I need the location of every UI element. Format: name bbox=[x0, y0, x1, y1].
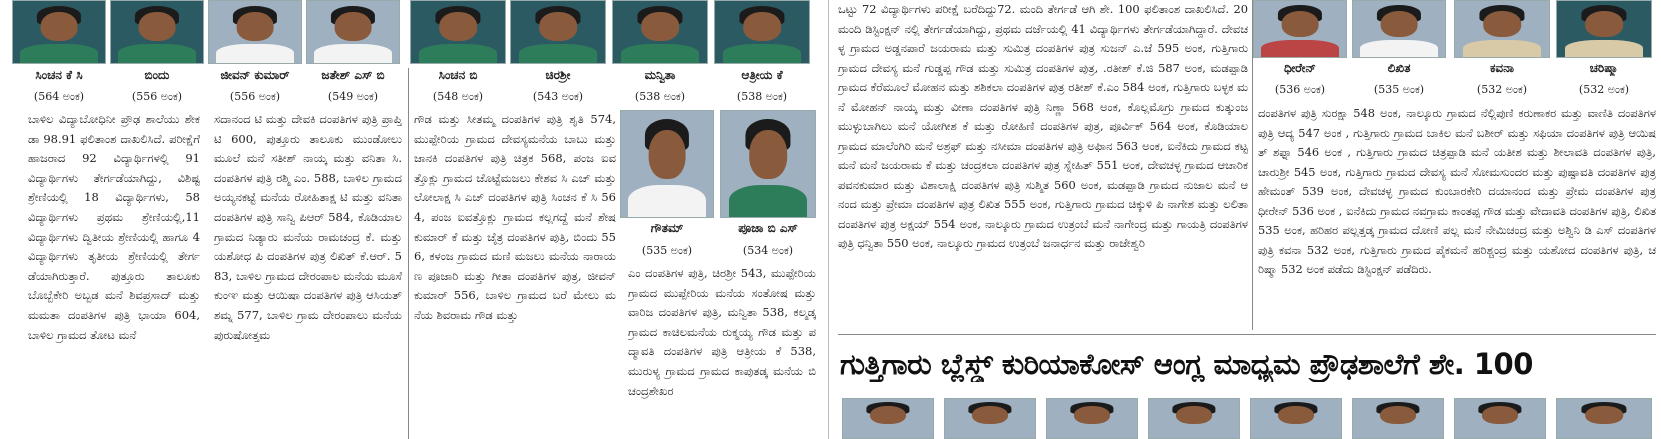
student-photo bbox=[1352, 0, 1446, 58]
student-name: ಬಿಂದು bbox=[144, 68, 170, 82]
student-marks: (549 ಅಂಕ) bbox=[327, 90, 379, 103]
student-photo bbox=[1046, 398, 1138, 439]
student-name: ಧೀರೇನ್ bbox=[1283, 61, 1317, 75]
article-column-6: ದಂಪತಿಗಳ ಪುತ್ರಿ ಸುರಕ್ಷಾ 548 ಅಂಕ, ನಾಲ್ಕೂರು ಗ್ರಾಮದ ನೆಲ್ಲಿಪುಣಿ ಕರುಣಾಕರ ಮತ್ತು ವಾಣಿತಿ ದಂಪತಿಗಳ ಪುತ್ರಿ ಆದ್ಯ 547 ಅಂಕ , ಗುತ್ತಿಗಾರು ಗ್ರಾಮದ ಬಾಕಿಲ ಮನೆ ಬಶೀರ್ ಮತ್ತು ಸಫಿಯಾ ದಂಪತಿಗಳ ಪುತ್ರಿ ಆಯಿಷತ್ ಶಫ್ನಾ 546 ಅಂಕ , ಗುತ್ತಿಗಾರು ಗ್ರಾಮದ ಚಿತ್ರಪ್ಪಾಡಿ ಮನೆ ಯತೀಶ ಮತ್ತು ಶೀಲಾವತಿ ದಂಪತಿಗಳ ಪುತ್ರಿ, ಚಾರುಶ್ರೀ 545 ಅಂಕ, ಗುತ್ತಿಗಾರು ಗ್ರಾಮದ ದೇವಸ್ಯ ಮನೆ ಸೋಮಸುಂದರ ಮತ್ತು ಪುಷ್ಪಾವತಿ ದಂಪತಿಗಳ ಪುತ್ರ ಹೇಮಂತ್ 539 ಅಂಕ, ದೇವಚಳ್ಳ ಗ್ರಾಮದ ಕುಂಬಾರಕೇರಿ ದಯಾನಂದ ಮತ್ತು ಪ್ರೇಮ ದಂಪತಿಗಳ ಪುತ್ರ ಧೀರೇನ್ 536 ಅಂಕ , ಐನೆಕಿದು ಗ್ರಾಮದ ನವಗ್ರಾಮ ಕಾಂತಪ್ಪ ಗೌಡ ಮತ್ತು ವೇದಾವತಿ ದಂಪತಿಗಳ ಪುತ್ರಿ, ಲಿಖಿತ 535 ಅಂಕ, ಹರಿಹರ ಪಲ್ಲತ್ತಡ್ಕ ಗ್ರಾಮದ ದೋಣಿ ಪಲ್ಲ ಮನೆ ನೇಮಿಚಂದ್ರ ಮತ್ತು ಅಶ್ವಿನಿ ಡಿ ಎಸ್ ದಂಪತಿಗಳ ಪುತ್ರಿ ಕವನಾ 532 ಅಂಕ, ಗುತ್ತಿಗಾರು ಗ್ರಾಮದ ಪೈಕಮನೆ ಹರಿಶ್ಚಂದ್ರ ಮತ್ತು ಯಶೋದ ದಂಪತಿಗಳ ಪುತ್ರಿ, ಚರಿಷ್ಮಾ 532 ಅಂಕ ಪಡೆದು ಡಿಸ್ಟಿಂಕ್ಷನ್ ಪಡೆದಿರು. bbox=[1258, 106, 1656, 276]
student-marks: (538 ಅಂಕ) bbox=[736, 90, 788, 103]
student-photo bbox=[1352, 398, 1444, 439]
student-photo bbox=[208, 0, 302, 64]
student-name: ಗೌತಮ್ bbox=[650, 221, 684, 235]
article-column-3: ಗೌಡ ಮತ್ತು ಸೀತಮ್ಮ ದಂಪತಿಗಳ ಪುತ್ರಿ ಶೃತಿ 574, ಮುಪ್ಪೇರಿಯ ಗ್ರಾಮದ ದೇವಸ್ಯಮನೆಯ ಬಾಬು ಮತ್ತು ಜಾನಕಿ ದಂಪತಿಗಳ ಪುತ್ರಿ ಚಿತ್ರಕ 568, ಪಂಜ ಐವತ್ತೊಕ್ಲು ಗ್ರಾಮದ ಚೊಟ್ಟೆಮಜಲು ಕೇಶವ ಸಿ ಎಚ್ ಮತ್ತು ಲೋಲಾಕ್ಷ ಸಿ ಎಚ್ ದಂಪತಿಗಳ ಪುತ್ರಿ ಸಿಂಚನ ಕೆ ಸಿ 564, ಪಂಜ ಐವತ್ತೊಕ್ಲು ಗ್ರಾಮದ ಕಲ್ಲಗದ್ದೆ ಮನೆ ಶೇಷಕುಮಾರ್ ಕೆ ಮತ್ತು ಚೈತ್ರ ದಂಪತಿಗಳ ಪುತ್ರಿ, ಬಿಂದು 556, ಕಳಂಜ ಗ್ರಾಮದ ಮಣಿ ಮಜಲು ಮನೆಯ ನಾರಾಯಣ ಪೂಜಾರಿ ಮತ್ತು ಗೀತಾ ದಂಪತಿಗಳ ಪುತ್ರ, ಜೀವನ್ ಕುಮಾರ್ 556, ಬಾಳಿಲ ಗ್ರಾಮದ ಬರೆ ಮೇಲು ಮನೆಯ ಶಿವರಾಮ ಗೌಡ ಮತ್ತು bbox=[414, 112, 616, 322]
student-name: ಪೂಜಾ ಬಿ ಎಸ್ bbox=[738, 221, 798, 235]
student-photo bbox=[1454, 398, 1546, 439]
student-name: ಚಿರಶ್ರೀ bbox=[545, 68, 571, 82]
student-photo bbox=[620, 110, 714, 218]
article-column-1: ಬಾಳಿಲ ವಿದ್ಯಾಬೋಧಿನೀ ಪ್ರೌಢ ಶಾಲೆಯು ಶೇಕಡಾ 98.91 ಫಲಿತಾಂಶ ದಾಖಲಿಸಿದೆ. ಪರೀಕ್ಷೆಗೆ ಹಾಜರಾದ 92 ವಿದ್ಯಾರ್ಥಿಗಳಲ್ಲಿ 91ವಿದ್ಯಾರ್ಥಿಗಳು ತೇರ್ಗಡೆಯಾಗಿದ್ದು, ವಿಶಿಷ್ಟ ಶ್ರೇಣಿಯಲ್ಲಿ 18 ವಿದ್ಯಾರ್ಥಿಗಳು, 58 ವಿದ್ಯಾರ್ಥಿಗಳು ಪ್ರಥಮ ಶ್ರೇಣಿಯಲ್ಲಿ,11 ವಿದ್ಯಾರ್ಥಿಗಳು ದ್ವಿತೀಯ ಶ್ರೇಣಿಯಲ್ಲಿ ಹಾಗೂ 4 ವಿದ್ಯಾರ್ಥಿಗಳು ತೃತೀಯ ಶ್ರೇಣಿಯಲ್ಲಿ ತೇರ್ಗಡೆಯಾಗಿರುತ್ತಾರೆ. ಪುತ್ತೂರು ತಾಲೂಕು ಬೊಬ್ಬೆಕೇರಿ ಅಬ್ಬಡ ಮನೆ ಶಿವಪ್ರಸಾದ್ ಮತ್ತು ಮಮತಾ ದಂಪತಿಗಳ ಪುತ್ರಿ ಭಾಯಾ 604, ಬಾಳಿಲ ಗ್ರಾಮದ ತೋಟ ಮನೆ bbox=[28, 112, 200, 342]
student-photo bbox=[1454, 0, 1550, 58]
student-photo bbox=[842, 398, 934, 439]
student-name: ಜತೇಶ್ ಎಸ್ ಬಿ bbox=[321, 68, 385, 82]
student-photo bbox=[1148, 398, 1240, 439]
student-photo bbox=[612, 0, 708, 64]
student-photo bbox=[720, 110, 816, 218]
student-name: ಸಿಂಚನ ಕೆ ಸಿ bbox=[35, 68, 83, 82]
student-marks: (535 ಅಂಕ) bbox=[1373, 83, 1425, 96]
article-column-4: ಎಂ ದಂಪತಿಗಳ ಪುತ್ರಿ, ಚಿರಶ್ರೀ 543, ಮುಪ್ಪೇರಿಯ ಗ್ರಾಮದ ಮುಪ್ಪೇರಿಯ ಮನೆಯ ಸಂತೋಷ ಮತ್ತು ವಾರಿಜ ದಂಪತಿಗಳ ಪುತ್ರಿ, ಮನ್ವಿತಾ 538, ಕಲ್ಮಡ್ಕ ಗ್ರಾಮದ ಕಾಚಿಲಮನೆಯ ರುಕ್ಮಯ್ಯ ಗೌಡ ಮತ್ತು ಪದ್ಮಾವತಿ ದಂಪತಿಗಳ ಪುತ್ರಿ ಆತ್ರೀಯ ಕೆ 538, ಮುರುಳ್ಯ ಗ್ರಾಮದ ಗ್ರಾಮದ ಕಾಪುತಡ್ಕ ಮನೆಯ ಬಿ ಚಂದ್ರಶೇಖರ bbox=[628, 266, 816, 398]
student-photo bbox=[110, 0, 204, 64]
student-photo bbox=[510, 0, 606, 64]
student-marks: (556 ಅಂಕ) bbox=[229, 90, 281, 103]
section-divider bbox=[838, 334, 1656, 335]
student-name: ಲಿಖಿತ bbox=[1387, 61, 1411, 75]
student-marks: (548 ಅಂಕ) bbox=[432, 90, 484, 103]
student-name: ಚರಿಷ್ಮಾ bbox=[1589, 61, 1619, 75]
student-marks: (556 ಅಂಕ) bbox=[131, 90, 183, 103]
student-photo bbox=[1253, 0, 1347, 58]
student-marks: (535 ಅಂಕ) bbox=[641, 244, 693, 257]
student-marks: (532 ಅಂಕ) bbox=[1476, 83, 1528, 96]
column-divider bbox=[408, 68, 409, 439]
student-photo bbox=[1556, 0, 1652, 58]
student-name: ಸಿಂಚನ ಬಿ bbox=[438, 68, 478, 82]
student-name: ಕವನಾ bbox=[1489, 61, 1514, 75]
student-marks: (536 ಅಂಕ) bbox=[1274, 83, 1326, 96]
student-photo bbox=[944, 398, 1036, 439]
student-marks: (543 ಅಂಕ) bbox=[532, 90, 584, 103]
student-marks: (564 ಅಂಕ) bbox=[33, 90, 85, 103]
student-photo bbox=[1556, 398, 1652, 439]
student-marks: (538 ಅಂಕ) bbox=[634, 90, 686, 103]
page-divider bbox=[828, 0, 829, 439]
student-marks: (532 ಅಂಕ) bbox=[1578, 83, 1630, 96]
student-photo bbox=[1250, 398, 1342, 439]
headline: ಗುತ್ತಿಗಾರು ಬ್ಲೆಸ್ಡ್ ಕುರಿಯಾಕೋಸ್ ಆಂಗ್ಲ ಮಾಧ್ಯಮ ಪ್ರೌಢಶಾಲೆಗೆ ಶೇ. 100 bbox=[840, 347, 1533, 381]
student-photo bbox=[410, 0, 506, 64]
student-photo bbox=[714, 0, 810, 64]
student-name: ಜೀವನ್ ಕುಮಾರ್ bbox=[220, 68, 290, 82]
student-photo bbox=[12, 0, 106, 64]
student-name: ಮನ್ವಿತಾ bbox=[644, 68, 676, 82]
student-name: ಆತ್ರೀಯ ಕೆ bbox=[741, 68, 783, 82]
student-photo bbox=[306, 0, 400, 64]
article-column-5: ಒಟ್ಟು 72 ವಿದ್ಯಾರ್ಥಿಗಳು ಪರೀಕ್ಷೆ ಬರೆದಿದ್ದು72. ಮಂದಿ ತೇರ್ಗಡೆ ಆಗಿ ಶೇ. 100 ಫಲಿತಾಂಶ ದಾಖಲಿಸಿದೆ. 20 ಮಂದಿ ಡಿಸ್ಟಿಂಕ್ಷನ್ ನಲ್ಲಿ ತೇರ್ಗಡೆಯಾಗಿದ್ದು, ಪ್ರಥಮ ದರ್ಜೆಯಲ್ಲಿ 41 ವಿದ್ಯಾರ್ಥಿಗಳು ತೇರ್ಗಡೆಯಾಗಿದ್ದಾರೆ. ದೇವಚಳ್ಳ ಗ್ರಾಮದ ಅಡ್ಡನಪಾರೆ ಜಯರಾಮ ಮತ್ತು ಸುಮಿತ್ರ ದಂಪತಿಗಳ ಪುತ್ರ ಸುಜನ್ ಎ.ಜೆ 595 ಅಂಕ, ಗುತ್ತಿಗಾರು ಗ್ರಾಮದ ದೇವಸ್ಯ ಮನೆ ಗುಡ್ಡಪ್ಪ ಗೌಡ ಮತ್ತು ಸುಮಿತ್ರ ದಂಪತಿಗಳ ಪುತ್ರ, .ರತೀಶ್ ಕೆ.ಜಿ 587 ಅಂಕ, ಮಡಪ್ಪಾಡಿ ಗ್ರಾಮದ ಕೆರೆಮೂಲೆ ಮೋಹನ ಮತ್ತು ಶಶಿಕಲಾ ದಂಪತಿಗಳ ಪುತ್ರ ರತೀಶ್ ಕೆ.ಎಂ 584 ಅಂಕ, ಗುತ್ತಿಗಾರು ಬಳ್ಳಕ ಮನೆ ಮೋಹನ್ ನಾಯ್ಕ ಮತ್ತು ವೀಣಾ ದಂಪತಿಗಳ ಪುತ್ರಿ ನಿಣ್ಣಾ 568 ಅಂಕ, ಕೊಲ್ಲಮೊಗ್ರು ಗ್ರಾಮದ ಕುತ್ಕುಂಜ ಮುಳ್ಳುಬಾಗಿಲು ಮನೆ ಯೋಗೀಶ ಕೆ ಮತ್ತು ರೋಹಿಣಿ ದಂಪತಿಗಳ ಪುತ್ರ, ಪೂರ್ವಿಕ್ 564 ಅಂಕ, ಕೊಡಿಯಾಲ ಗ್ರಾಮದ ಮಾಲೆಂಗಿರಿ ಮನೆ ಅಶ್ರಫ್ ಮತ್ತು ನಸೀಮಾ ದಂಪತಿಗಳ ಪುತ್ರಿ ಅಫಿಾನ 563 ಅಂಕ, ಐನೆಕಿದು ಗ್ರಾಮದ ಕಟ್ಟಮನೆ ಮನೆ ಜಯರಾಮ ಕೆ ಮತ್ತು ಚಂದ್ರಕಲಾ ದಂಪತಿಗಳ ಪುತ್ರ ಸ್ನೇಹಿತ್ 551 ಅಂಕ, ದೇವಚಳ್ಳ ಗ್ರಾಮದ ಆಚಾರಿಕ ಪವನಕುಮಾರ ಮತ್ತು ವಿಶಾಲಾಕ್ಷಿ ದಂಪತಿಗಳ ಪುತ್ರಿ ಸುಶ್ಮಿತ 560 ಅಂಕ, ಮಡಪ್ಪಾಡಿ ಗ್ರಾಮದ ನುಜಾಲ ಮನೆ ಆನಂದ ಮತ್ತು ಪ್ರೇಮಾ ದಂಪತಿಗಳ ಪುತ್ರ ಲಿಖಿತ 555 ಅಂಕ, ಗುತ್ತಿಗಾರು ಗ್ರಾಮದ ಚಿಕ್ಕುಳಿ ಪಿ ನಾಗೇಶ ಮತ್ತು ಲಲಿತಾ ದಂಪತಿಗಳ ಪುತ್ರ ಅಕ್ಷಯ್ 554 ಅಂಕ, ನಾಲ್ಕೂರು ಗ್ರಾಮದ ಉತ್ರಂಬೆ ಮನೆ ನಾಗೇಂದ್ರ ಮತ್ತು ಗಾಯತ್ರಿ ದಂಪತಿಗಳ ಪುತ್ರಿ ಧನ್ವಿತಾ 550 ಅಂಕ, ನಾಲ್ಕೂರು ಗ್ರಾಮದ ಉತ್ರಂಬೆ ಜನಾರ್ಧನ ಮತ್ತು ರಾಜೇಶ್ವರಿ bbox=[838, 2, 1248, 250]
student-marks: (534 ಅಂಕ) bbox=[742, 244, 794, 257]
article-column-2: ಸದಾನಂದ ಟಿ ಮತ್ತು ದೇವಕಿ ದಂಪತಿಗಳ ಪುತ್ರಿ ಪ್ರಾಪ್ತಿ ಟಿ 600, ಪುತ್ತೂರು ತಾಲೂಕು ಮುಂಡೋಲು ಮೂಲೆ ಮನೆ ಸತೀಶ್ ನಾಯ್ಕ ಮತ್ತು ವನಿತಾ ಸಿ. ದಂಪತಿಗಳ ಪುತ್ರಿ ರಶ್ಮಿ ಎಂ. 588, ಬಾಳಿಲ ಗ್ರಾಮದ ಅಯ್ಯನಕಟ್ಟೆ ಮನೆಯ ರೋಹಿತಾಕ್ಷ ಟಿ ಮತ್ತು ವನಿತಾ ದಂಪತಿಗಳ ಪುತ್ರಿ ಸಾನ್ವಿ ಪಿಆರ್ 584, ಕೊಡಿಯಾಲ ಗ್ರಾಮದ ನಿಡ್ಯಾರು ಮನೆಯ ರಾಮಚಂದ್ರ ಕೆ. ಮತ್ತು ಯಶೋಧ ಪಿ ದಂಪತಿಗಳ ಪುತ್ರ ಲಿಖಿತ್ ಕೆ.ಆರ್. 583, ಬಾಳಿಲ ಗ್ರಾಮದ ದೇರಂಪಾಲ ಮನೆಯ ಮೂಸೆ ಕುಂಞ ಮತ್ತು ಆಯಿಷಾ ದಂಪತಿಗಳ ಪುತ್ರಿ ಆಸಿಯತ್ ಶಮ್ನ 577, ಬಾಳಿಲ ಗ್ರಾಮ ದೇರಂಪಾಲು ಮನೆಯ ಪುರುಷೋತ್ತಮ bbox=[214, 112, 402, 342]
